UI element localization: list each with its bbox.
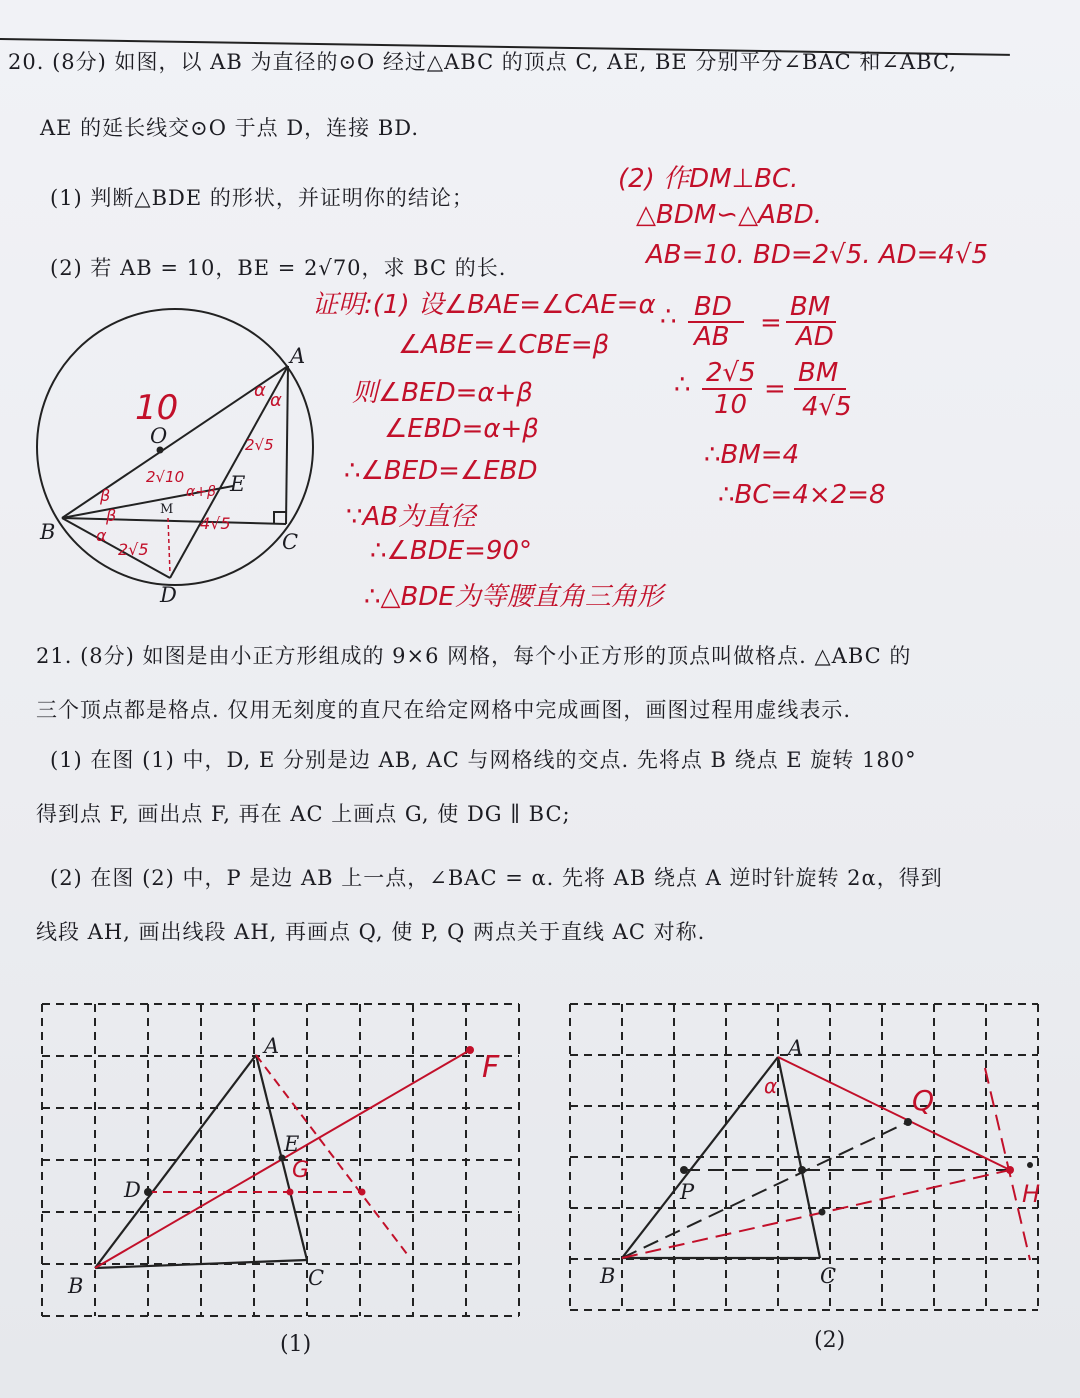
proof-line-5: ∴∠BED=∠EBD xyxy=(344,456,538,486)
fig2-label-alpha: α xyxy=(764,1074,778,1098)
q21-line2: 三个顶点都是格点. 仅用无刻度的直尺在给定网格中完成画图，画图过程用虚线表示. xyxy=(36,698,852,722)
sol2-frac1-den: AB xyxy=(694,322,730,352)
proof-line-7: ∴∠BDE=90° xyxy=(370,536,533,566)
proof-line-3: 则∠BED=α+β xyxy=(352,378,533,408)
sol2-frac1-num: BD xyxy=(694,292,732,322)
note-alpha-plus-beta: α+β xyxy=(186,484,216,500)
fig2-label-B: B xyxy=(600,1264,617,1288)
fig2-label-H: H xyxy=(1022,1180,1041,1208)
fig1-label-F: F xyxy=(482,1050,500,1085)
note-alpha-2: α xyxy=(270,390,282,411)
sol2-frac3-den: 10 xyxy=(714,390,748,420)
sol2-line-3: AB=10. BD=2√5. AD=4√5 xyxy=(646,240,989,270)
fig1-label-A: A xyxy=(264,1034,281,1058)
sol2-line-bc: ∴BC=4×2=8 xyxy=(718,480,886,510)
note-dc: 4√5 xyxy=(200,514,231,533)
fig2-label-P: P xyxy=(680,1180,696,1204)
fig1-caption: (1) xyxy=(280,1332,312,1357)
label-C: C xyxy=(282,530,300,554)
q21-line1: 21. (8分) 如图是由小正方形组成的 9×6 网格，每个小正方形的顶点叫做格点. △ABC 的 xyxy=(36,644,912,668)
fig1-label-D: D xyxy=(124,1178,142,1202)
note-beta-2: β xyxy=(106,506,117,525)
fig1-label-E: E xyxy=(284,1132,301,1156)
label-B: B xyxy=(40,520,57,544)
proof-line-6: ∵AB为直径 xyxy=(346,502,477,532)
note-ten: 10 xyxy=(135,388,179,428)
sol2-frac4-den: 4√5 xyxy=(802,392,852,422)
sol2-therefore-2: ∴ xyxy=(674,370,691,400)
sol2-frac2-den: AD xyxy=(796,322,834,352)
q20-line2: AE 的延长线交⊙O 于点 D，连接 BD. xyxy=(40,116,420,140)
q20-line1: 20. (8分) 如图，以 AB 为直径的⊙O 经过△ABC 的顶点 C, AE, BE 分别平分∠BAC 和∠ABC, xyxy=(8,50,957,74)
fig1-label-C: C xyxy=(308,1266,326,1290)
sol2-line-1: (2) 作DM⊥BC. xyxy=(618,164,799,194)
note-beta-1: β xyxy=(100,486,111,505)
fig1-label-B: B xyxy=(68,1274,85,1298)
note-bd: 2√5 xyxy=(118,540,149,559)
note-ae: 2√5 xyxy=(245,436,274,454)
fig2-caption: (2) xyxy=(814,1328,846,1353)
proof-line-4: ∠EBD=α+β xyxy=(384,414,539,444)
note-alpha-1: α xyxy=(254,380,266,401)
sol2-frac3-num: 2√5 xyxy=(706,358,756,388)
label-E: E xyxy=(230,472,247,496)
fig1-label-G: G xyxy=(292,1158,310,1183)
q21-part1-b: 得到点 F, 画出点 F, 再在 AC 上画点 G, 使 DG ∥ BC; xyxy=(36,802,571,826)
sol2-eq-1: = xyxy=(760,308,782,338)
note-be: 2√10 xyxy=(146,468,185,486)
label-D: D xyxy=(160,583,178,607)
q20-part1: (1) 判断△BDE 的形状，并证明你的结论； xyxy=(50,186,474,210)
fig2-label-C: C xyxy=(820,1264,838,1288)
sol2-line-bm: ∴BM=4 xyxy=(704,440,800,470)
q21-part2-b: 线段 AH, 画出线段 AH, 再画点 Q, 使 P, Q 两点关于直线 AC 对称. xyxy=(36,920,706,944)
proof-line-2: ∠ABE=∠CBE=β xyxy=(398,330,610,360)
q21-part1-a: (1) 在图 (1) 中，D, E 分别是边 AB, AC 与网格线的交点. 先将点 B 绕点 E 旋转 180° xyxy=(50,748,917,772)
proof-line-1: 证明:(1) 设∠BAE=∠CAE=α xyxy=(312,290,656,320)
sol2-eq-2: = xyxy=(764,374,786,404)
label-M: M xyxy=(160,502,175,517)
label-A: A xyxy=(290,344,307,368)
sol2-therefore-1: ∴ xyxy=(660,302,677,332)
proof-line-8: ∴△BDE为等腰直角三角形 xyxy=(364,582,663,612)
label-O: O xyxy=(150,424,169,448)
q20-part2: (2) 若 AB = 10，BE = 2√70，求 BC 的长. xyxy=(50,256,507,280)
sol2-frac4-num: BM xyxy=(798,358,839,388)
fig2-label-A: A xyxy=(788,1036,805,1060)
q21-part2-a: (2) 在图 (2) 中，P 是边 AB 上一点，∠BAC = α. 先将 AB 绕点 A 逆时针旋转 2α，得到 xyxy=(50,866,943,890)
sol2-frac2-num: BM xyxy=(790,292,831,322)
note-alpha-3: α xyxy=(96,526,107,545)
sol2-line-2: △BDM∽△ABD. xyxy=(636,200,822,230)
fig2-label-Q: Q xyxy=(912,1084,935,1117)
